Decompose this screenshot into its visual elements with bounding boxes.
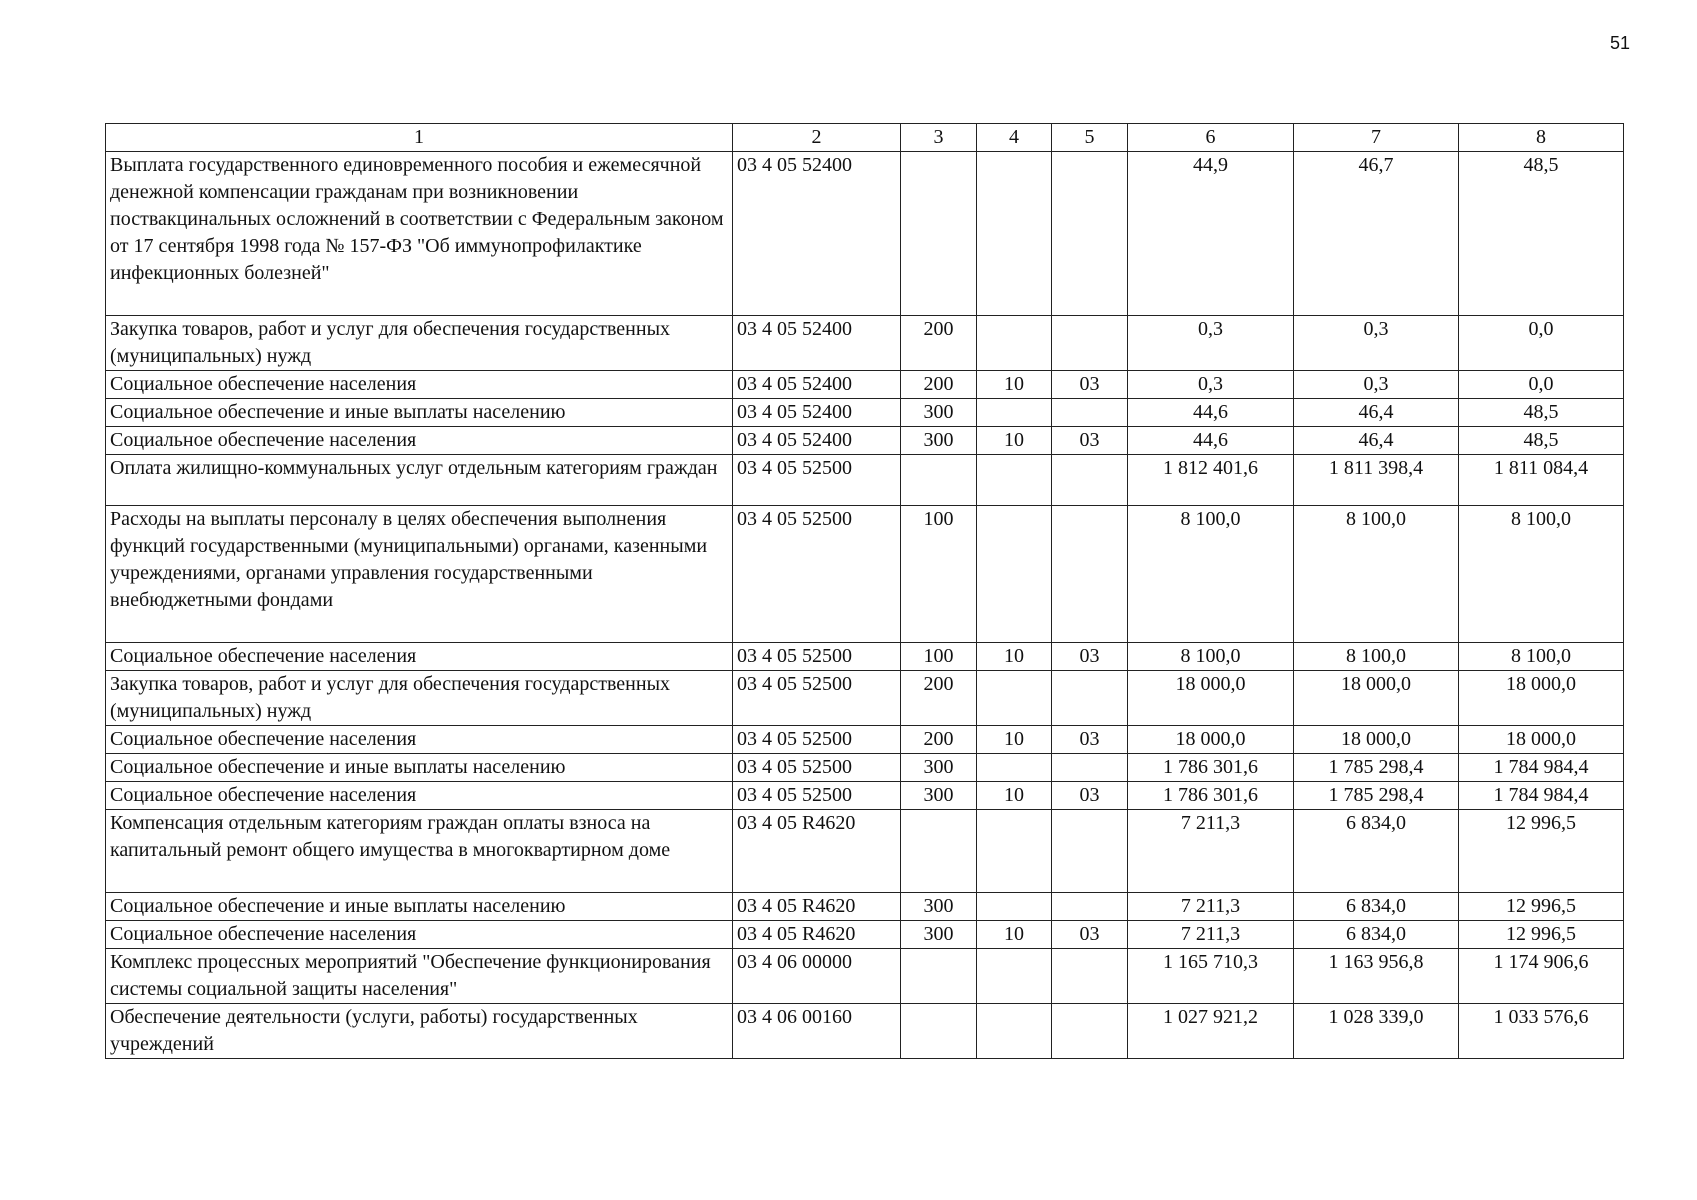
column-header: 5 [1052,124,1128,152]
row-value-col7: 1 163 956,8 [1294,949,1459,1004]
row-name: Выплата государственного единовременного пособия и ежемесячной денежной компенсации гражданам при возникновении поствакцинальных осложнений в соответствии с Федеральным законом от 17 сентября 1998 года № 157-ФЗ "Об иммунопрофилактике инфекционных болезней" [106,152,733,316]
row-subsection [1052,152,1128,316]
column-header: 6 [1128,124,1294,152]
table-row [106,726,1624,754]
row-expense-type: 200 [901,671,977,726]
row-value-col8: 1 811 084,4 [1459,455,1624,506]
column-header: 3 [901,124,977,152]
row-value-col6: 1 786 301,6 [1128,754,1294,782]
table-row [106,921,1624,949]
row-value-col6: 7 211,3 [1128,810,1294,893]
row-value-col6: 44,6 [1128,427,1294,455]
row-code: 03 4 05 52500 [733,671,901,726]
table-row [106,152,1624,316]
row-value-col6: 1 786 301,6 [1128,782,1294,810]
row-subsection: 03 [1052,427,1128,455]
column-header: 1 [106,124,733,152]
row-code: 03 4 05 52400 [733,152,901,316]
row-code: 03 4 05 R4620 [733,810,901,893]
row-value-col8: 8 100,0 [1459,643,1624,671]
row-value-col6: 44,6 [1128,399,1294,427]
row-value-col7: 6 834,0 [1294,893,1459,921]
row-subsection [1052,506,1128,643]
row-value-col8: 1 174 906,6 [1459,949,1624,1004]
row-name: Закупка товаров, работ и услуг для обеспечения государственных (муниципальных) нужд [106,671,733,726]
row-section: 10 [977,371,1052,399]
row-value-col7: 46,4 [1294,399,1459,427]
row-value-col7: 1 785 298,4 [1294,782,1459,810]
table-row [106,893,1624,921]
row-value-col8: 18 000,0 [1459,726,1624,754]
row-section: 10 [977,782,1052,810]
row-expense-type: 200 [901,726,977,754]
row-value-col8: 18 000,0 [1459,671,1624,726]
row-code: 03 4 06 00000 [733,949,901,1004]
row-expense-type: 300 [901,921,977,949]
row-value-col7: 18 000,0 [1294,726,1459,754]
row-name: Компенсация отдельным категориям граждан оплаты взноса на капитальный ремонт общего имущества в многоквартирном доме [106,810,733,893]
row-section [977,455,1052,506]
row-section [977,1004,1052,1059]
row-subsection [1052,671,1128,726]
row-section: 10 [977,726,1052,754]
row-name: Расходы на выплаты персоналу в целях обеспечения выполнения функций государственными (муниципальными) органами, казенными учреждениями, органами управления государственными внебюджетными фондами [106,506,733,643]
row-value-col8: 48,5 [1459,399,1624,427]
row-value-col8: 1 784 984,4 [1459,782,1624,810]
row-value-col8: 1 784 984,4 [1459,754,1624,782]
table-body [106,152,1624,1059]
row-value-col6: 0,3 [1128,316,1294,371]
row-value-col7: 8 100,0 [1294,643,1459,671]
column-header: 4 [977,124,1052,152]
row-expense-type [901,152,977,316]
row-value-col7: 1 028 339,0 [1294,1004,1459,1059]
row-name: Социальное обеспечение населения [106,726,733,754]
row-value-col8: 48,5 [1459,152,1624,316]
row-value-col6: 18 000,0 [1128,726,1294,754]
row-subsection [1052,754,1128,782]
row-name: Комплекс процессных мероприятий "Обеспечение функционирования системы социальной защиты населения" [106,949,733,1004]
row-value-col7: 1 785 298,4 [1294,754,1459,782]
row-name: Социальное обеспечение населения [106,427,733,455]
row-value-col8: 1 033 576,6 [1459,1004,1624,1059]
row-value-col7: 0,3 [1294,371,1459,399]
row-value-col6: 1 027 921,2 [1128,1004,1294,1059]
row-value-col8: 12 996,5 [1459,810,1624,893]
row-code: 03 4 05 52500 [733,754,901,782]
row-code: 03 4 05 52400 [733,371,901,399]
row-section [977,949,1052,1004]
row-value-col8: 12 996,5 [1459,921,1624,949]
row-code: 03 4 05 52500 [733,726,901,754]
row-value-col7: 8 100,0 [1294,506,1459,643]
table-row [106,371,1624,399]
column-header: 2 [733,124,901,152]
table-row [106,643,1624,671]
row-expense-type: 300 [901,754,977,782]
row-code: 03 4 05 52400 [733,427,901,455]
table-row [106,455,1624,506]
row-expense-type [901,1004,977,1059]
row-value-col7: 1 811 398,4 [1294,455,1459,506]
row-value-col7: 46,7 [1294,152,1459,316]
row-value-col6: 18 000,0 [1128,671,1294,726]
row-subsection: 03 [1052,726,1128,754]
row-subsection [1052,399,1128,427]
row-value-col8: 48,5 [1459,427,1624,455]
row-section [977,506,1052,643]
row-subsection [1052,316,1128,371]
row-section [977,810,1052,893]
row-subsection: 03 [1052,782,1128,810]
row-value-col7: 18 000,0 [1294,671,1459,726]
page-number: 51 [1610,33,1631,53]
row-subsection [1052,1004,1128,1059]
row-value-col7: 0,3 [1294,316,1459,371]
row-value-col6: 1 165 710,3 [1128,949,1294,1004]
table-row [106,671,1624,726]
row-subsection: 03 [1052,921,1128,949]
row-value-col7: 6 834,0 [1294,810,1459,893]
row-value-col6: 7 211,3 [1128,893,1294,921]
row-code: 03 4 05 52500 [733,455,901,506]
row-expense-type [901,455,977,506]
row-subsection [1052,455,1128,506]
row-subsection [1052,949,1128,1004]
row-value-col6: 8 100,0 [1128,643,1294,671]
row-value-col7: 6 834,0 [1294,921,1459,949]
row-name: Социальное обеспечение населения [106,643,733,671]
row-name: Социальное обеспечение населения [106,921,733,949]
row-section [977,152,1052,316]
row-section [977,671,1052,726]
table-row [106,316,1624,371]
row-value-col8: 8 100,0 [1459,506,1624,643]
budget-table [105,123,1624,1059]
row-value-col6: 0,3 [1128,371,1294,399]
row-subsection: 03 [1052,643,1128,671]
row-section: 10 [977,643,1052,671]
table-row [106,427,1624,455]
row-expense-type: 300 [901,399,977,427]
row-code: 03 4 05 52500 [733,782,901,810]
row-section [977,399,1052,427]
row-code: 03 4 05 R4620 [733,921,901,949]
table-row [106,754,1624,782]
row-subsection [1052,893,1128,921]
table-row [106,506,1624,643]
row-code: 03 4 05 52500 [733,643,901,671]
column-header: 8 [1459,124,1624,152]
row-value-col6: 8 100,0 [1128,506,1294,643]
row-value-col8: 0,0 [1459,316,1624,371]
row-code: 03 4 06 00160 [733,1004,901,1059]
row-name: Закупка товаров, работ и услуг для обеспечения государственных (муниципальных) нужд [106,316,733,371]
row-value-col7: 46,4 [1294,427,1459,455]
row-expense-type [901,810,977,893]
row-name: Социальное обеспечение и иные выплаты населению [106,754,733,782]
table-header-row [106,124,1624,152]
table-row [106,399,1624,427]
row-name: Оплата жилищно-коммунальных услуг отдельным категориям граждан [106,455,733,506]
row-expense-type: 100 [901,643,977,671]
row-expense-type: 300 [901,893,977,921]
row-name: Социальное обеспечение и иные выплаты населению [106,399,733,427]
row-name: Социальное обеспечение населения [106,371,733,399]
row-code: 03 4 05 52500 [733,506,901,643]
row-section: 10 [977,427,1052,455]
row-value-col6: 7 211,3 [1128,921,1294,949]
row-section: 10 [977,921,1052,949]
table-row [106,949,1624,1004]
row-value-col8: 0,0 [1459,371,1624,399]
table-row [106,1004,1624,1059]
row-name: Обеспечение деятельности (услуги, работы) государственных учреждений [106,1004,733,1059]
row-name: Социальное обеспечение населения [106,782,733,810]
table-row [106,810,1624,893]
row-subsection [1052,810,1128,893]
row-value-col6: 1 812 401,6 [1128,455,1294,506]
row-section [977,316,1052,371]
row-expense-type: 300 [901,782,977,810]
row-section [977,893,1052,921]
row-expense-type: 100 [901,506,977,643]
row-code: 03 4 05 R4620 [733,893,901,921]
row-code: 03 4 05 52400 [733,316,901,371]
table-row [106,782,1624,810]
row-code: 03 4 05 52400 [733,399,901,427]
row-expense-type: 200 [901,316,977,371]
row-section [977,754,1052,782]
row-subsection: 03 [1052,371,1128,399]
row-expense-type: 200 [901,371,977,399]
row-expense-type: 300 [901,427,977,455]
column-header: 7 [1294,124,1459,152]
row-expense-type [901,949,977,1004]
row-value-col8: 12 996,5 [1459,893,1624,921]
row-value-col6: 44,9 [1128,152,1294,316]
row-name: Социальное обеспечение и иные выплаты населению [106,893,733,921]
